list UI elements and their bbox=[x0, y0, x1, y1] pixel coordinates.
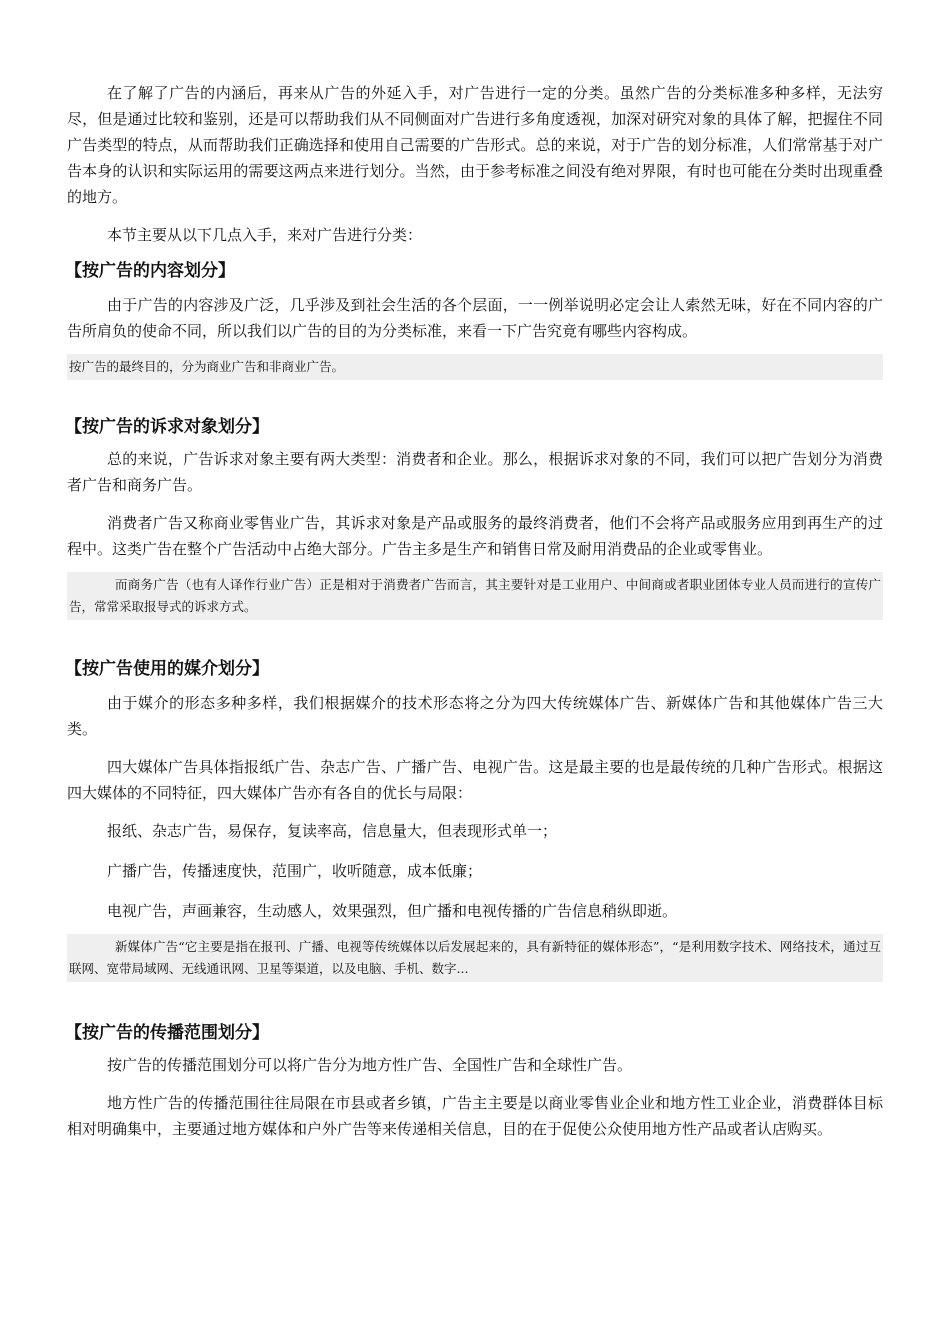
content-note: 按广告的最终目的，分为商业广告和非商业广告。 bbox=[67, 354, 883, 380]
scope-paragraph-1: 按广告的传播范围划分可以将广告分为地方性广告、全国性广告和全球性广告。 bbox=[107, 1056, 633, 1074]
section-heading-content: 【按广告的内容划分】 bbox=[65, 261, 235, 281]
content-paragraph-1: 由于广告的内容涉及广泛，几乎涉及到社会生活的各个层面，一一例举说明必定会让人索然无味，好在不同内容的广告所肩负的使命不同，所以我们以广告的目的为分类标准，来看一下广告究竟有哪些内容构成。 bbox=[67, 296, 883, 340]
scope-paragraph-2: 地方性广告的传播范围往往局限在市县或者乡镇，广告主主要是以商业零售业企业和地方性工业企业，消费群体目标相对明确集中，主要通过地方媒体和户外广告等来传递相关信息，目的在于促使公众使用地方性产品或者认店购买。 bbox=[67, 1094, 883, 1138]
media-list-item-tv: 电视广告，声画兼容，生动感人，效果强烈，但广播和电视传播的广告信息稍纵即逝。 bbox=[107, 902, 678, 920]
section-heading-audience: 【按广告的诉求对象划分】 bbox=[65, 417, 269, 437]
audience-paragraph-2: 消费者广告又称商业零售业广告，其诉求对象是产品或服务的最终消费者，他们不会将产品或服务应用到再生产的过程中。这类广告在整个广告活动中占绝大部分。广告主多是生产和销售日常及耐用消费品的企业或零售业。 bbox=[67, 514, 883, 558]
media-paragraph-2: 四大媒体广告具体指报纸广告、杂志广告、广播广告、电视广告。这是最主要的也是最传统的几种广告形式。根据这四大媒体的不同特征，四大媒体广告亦有各自的优长与局限： bbox=[67, 758, 883, 802]
media-note: 新媒体广告“它主要是指在报刊、广播、电视等传统媒体以后发展起来的，具有新特征的媒体形态”，“是利用数字技术、网络技术，通过互联网、宽带局域网、无线通讯网、卫星等渠道，以及电脑、手机、数字... bbox=[67, 934, 883, 982]
intro-paragraph-2: 本节主要从以下几点入手，来对广告进行分类： bbox=[107, 226, 423, 244]
section-heading-scope: 【按广告的传播范围划分】 bbox=[65, 1023, 269, 1043]
audience-note: 而商务广告（也有人译作行业广告）正是相对于消费者广告而言，其主要针对是工业用户、中间商或者职业团体专业人员而进行的宣传广告，常常采取报导式的诉求方式。 bbox=[67, 572, 883, 620]
section-heading-media: 【按广告使用的媒介划分】 bbox=[65, 659, 269, 679]
intro-paragraph-1: 在了解了广告的内涵后，再来从广告的外延入手，对广告进行一定的分类。虽然广告的分类标准多种多样，无法穷尽，但是通过比较和鉴别，还是可以帮助我们从不同侧面对广告进行多角度透视，加深对研究对象的具体了解，把握住不同广告类型的特点，从而帮助我们正确选择和使用自己需要的广告形式。总的来说，对于广告的划分标准，人们常常基于对广告本身的认识和实际运用的需要这两点来进行划分。当然，由于参考标准之间没有绝对界限，有时也可能在分类时出现重叠的地方。 bbox=[67, 84, 883, 206]
media-paragraph-1: 由于媒介的形态多种多样，我们根据媒介的技术形态将之分为四大传统媒体广告、新媒体广告和其他媒体广告三大类。 bbox=[67, 694, 883, 738]
media-list-item-print: 报纸、杂志广告，易保存，复读率高，信息量大，但表现形式单一； bbox=[107, 822, 558, 840]
document-page bbox=[67, 80, 883, 1142]
audience-paragraph-1: 总的来说，广告诉求对象主要有两大类型：消费者和企业。那么，根据诉求对象的不同，我们可以把广告划分为消费者广告和商务广告。 bbox=[67, 450, 883, 494]
media-list-item-radio: 广播广告，传播速度快，范围广，收听随意，成本低廉； bbox=[107, 862, 483, 880]
